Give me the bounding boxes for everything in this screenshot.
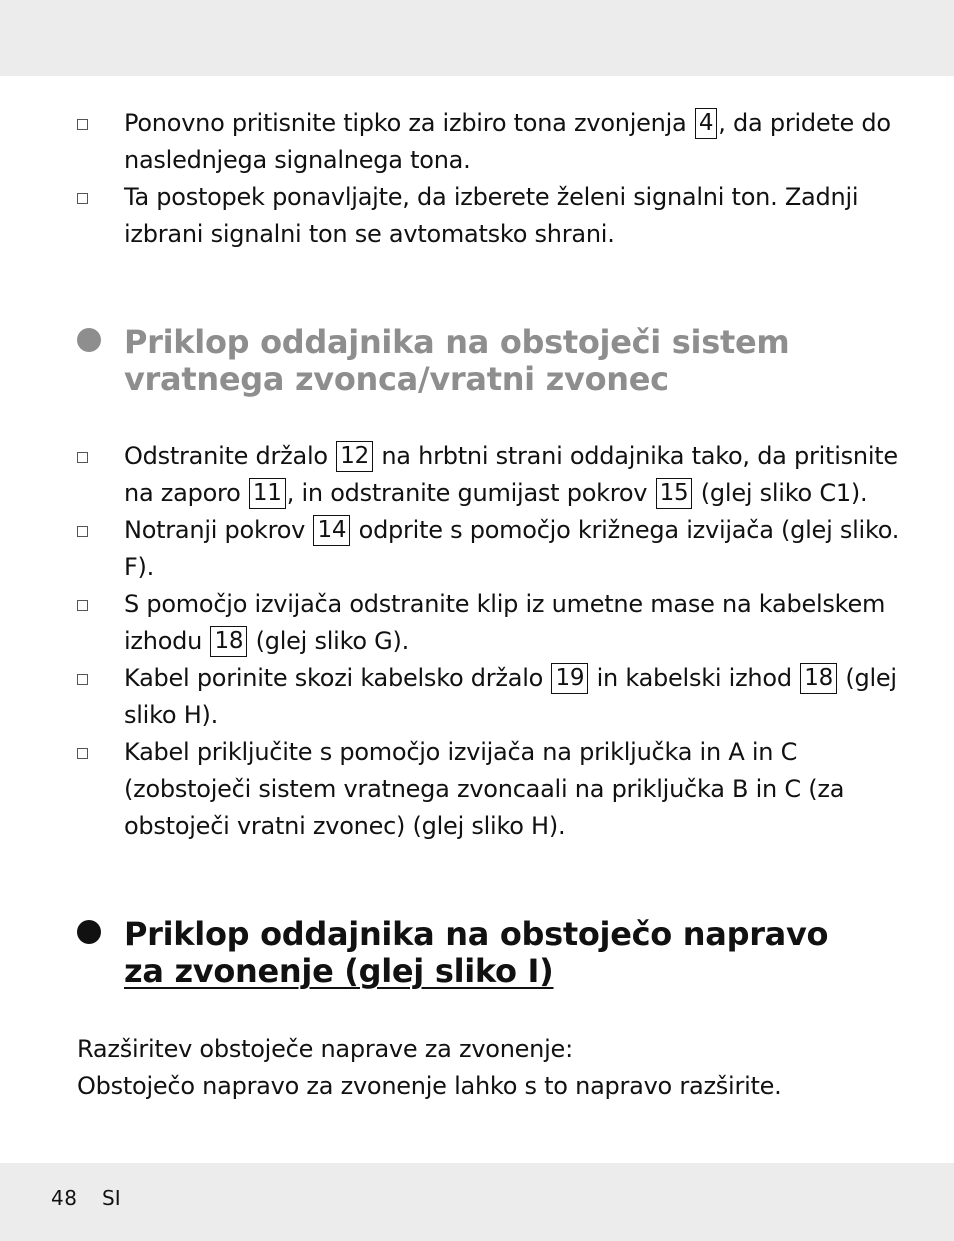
- language-code: SI: [102, 1186, 121, 1210]
- instruction-step: Ponovno pritisnite tipko za izbiro tona zvonjenja 4 , da pridete do naslednjega signalnega tona.: [124, 105, 914, 179]
- heading-bullet-icon: [77, 328, 101, 352]
- part-reference: 18: [800, 663, 837, 694]
- part-reference: 18: [210, 626, 247, 657]
- checkbox-bullet-icon: [77, 452, 88, 463]
- page-header-band: [0, 0, 954, 76]
- section-heading: Priklop oddajnika na obstoječi sistem vratnega zvonca/vratni zvonec: [124, 324, 904, 398]
- part-reference: 4: [695, 108, 717, 139]
- heading-bullet-icon: [77, 920, 101, 944]
- checkbox-bullet-icon: [77, 748, 88, 759]
- checkbox-bullet-icon: [77, 193, 88, 204]
- checkbox-bullet-icon: [77, 674, 88, 685]
- part-reference: 12: [336, 441, 373, 472]
- body-paragraph: Razširitev obstoječe naprave za zvonenje: Obstoječo napravo za zvonenje lahko s to napravo razširite.: [77, 1035, 782, 1100]
- instruction-step: Odstranite držalo 12 na hrbtni strani oddajnika tako, da pritisnite na zaporo 11 , in odstranite gumijast pokrov 15 (glej sliko C1).: [124, 438, 914, 512]
- instruction-step: Kabel priključite s pomočjo izvijača na priključka in A in C (zobstoječi sistem vratnega zvoncaali na priključka B in C (za obstoječi vratni zvonec) (glej sliko H).: [124, 734, 914, 845]
- section-heading-link[interactable]: Priklop oddajnika na obstoječo napravo za zvonenje (glej sliko I): [124, 916, 904, 990]
- part-reference: 19: [551, 663, 588, 694]
- checkbox-bullet-icon: [77, 119, 88, 130]
- instruction-step: Notranji pokrov 14 odprite s pomočjo križnega izvijača (glej sliko. F).: [124, 512, 914, 586]
- part-reference: 11: [249, 478, 286, 509]
- instruction-step: Ta postopek ponavljajte, da izberete želeni signalni ton. Zadnji izbrani signalni ton se avtomatsko shrani.: [124, 179, 914, 253]
- part-reference: 14: [313, 515, 350, 546]
- page-footer: [0, 1163, 954, 1241]
- instruction-step: S pomočjo izvijača odstranite klip iz umetne mase na kabelskem izhodu 18 (glej sliko G).: [124, 586, 914, 660]
- checkbox-bullet-icon: [77, 526, 88, 537]
- checkbox-bullet-icon: [77, 600, 88, 611]
- part-reference: 15: [656, 478, 693, 509]
- page-number: 48: [51, 1186, 78, 1210]
- instruction-step: Kabel porinite skozi kabelsko držalo 19 in kabelski izhod 18 (glej sliko H).: [124, 660, 914, 734]
